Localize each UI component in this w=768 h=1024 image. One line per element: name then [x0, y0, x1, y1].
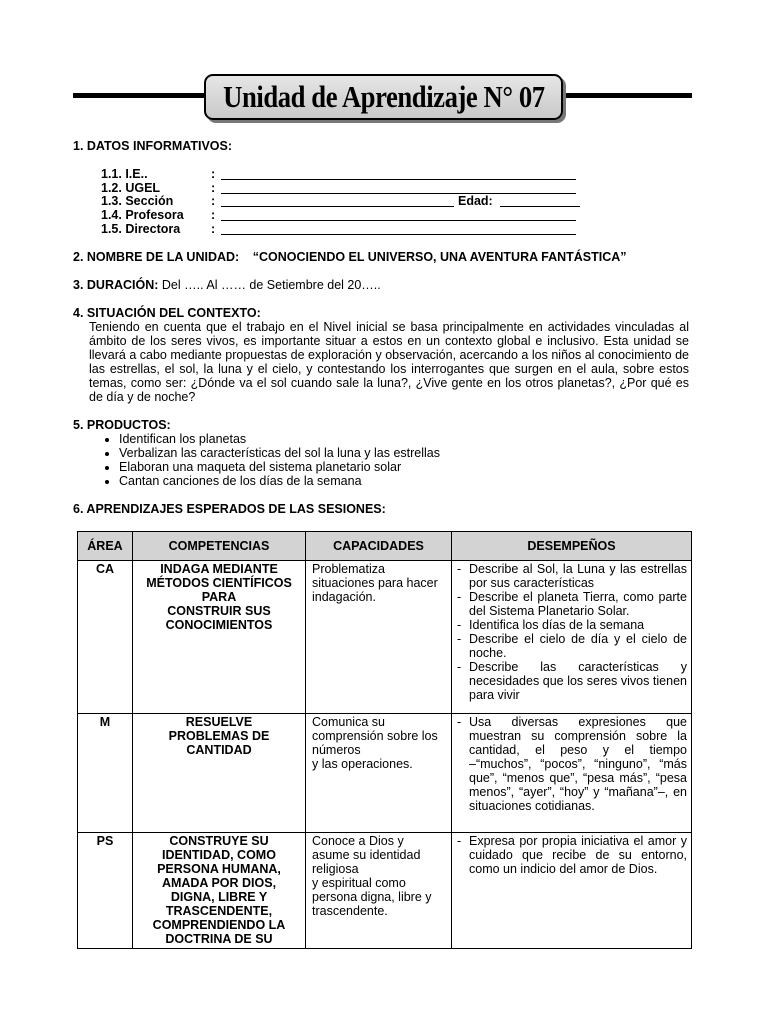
info-row-ie [101, 167, 581, 181]
list-item: • Identifican los planetas [119, 432, 440, 446]
capacidad-line: situaciones para hacer [312, 576, 438, 590]
info-label-ugel: 1.2. UGEL [101, 181, 161, 195]
header-competencias: COMPETENCIAS [133, 532, 306, 561]
capacidad-line: Conoce a Dios y [312, 834, 404, 848]
section-6-heading: 6. APRENDIZAJES ESPERADOS DE LAS SESIONES: [73, 502, 386, 516]
competencia-line: RESUELVE [185, 715, 253, 729]
competencia-line: TRASCENDENTE, [165, 904, 273, 918]
area-cell: PS [78, 833, 133, 949]
competencia-line: CONSTRUYE SU [169, 834, 269, 848]
competencia-cell [133, 833, 306, 949]
products-list [91, 432, 440, 488]
section-4-heading: 4. SITUACIÓN DEL CONTEXTO: [73, 306, 261, 320]
capacidad-line: Problematiza [312, 562, 385, 576]
desempeno-list [455, 562, 687, 702]
info-field-edad[interactable] [500, 206, 580, 207]
info-field-directora[interactable] [221, 234, 576, 235]
table-header-row [78, 532, 692, 561]
title-rule-right [555, 93, 692, 98]
duration-value: Del ….. Al …… de Setiembre del 20….. [161, 278, 381, 292]
section-2-label: 2. NOMBRE DE LA UNIDAD: [73, 250, 240, 264]
info-label-seccion: 1.3. Sección [101, 194, 174, 208]
info-field-ie[interactable] [221, 179, 576, 180]
competencia-line: INDAGA MEDIANTE [160, 562, 278, 576]
info-label-profesora: 1.4. Profesora [101, 208, 184, 222]
list-item: • Verbalizan las características del sol la luna y las estrellas [119, 446, 440, 460]
desempeno-cell [452, 714, 692, 833]
competencia-line: DOCTRINA DE SU [165, 932, 273, 946]
area-cell: M [78, 714, 133, 833]
competencia-line: IDENTIDAD, COMO [162, 848, 276, 862]
competencia-line: COMPRENDIENDO LA [152, 918, 286, 932]
section-1-heading: 1. DATOS INFORMATIVOS: [73, 139, 233, 153]
competencia-line: CONSTRUIR SUS [167, 604, 271, 618]
unit-name: “CONOCIENDO EL UNIVERSO, UNA AVENTURA FANTÁSTICA” [252, 250, 627, 264]
header-capacidades: CAPACIDADES [306, 532, 452, 561]
competencia-line: MÉTODOS CIENTÍFICOS [146, 576, 292, 590]
competencia-cell [133, 561, 306, 714]
info-label-directora: 1.5. Directora [101, 222, 181, 236]
list-item: • Elaboran una maqueta del sistema planetario solar [119, 460, 440, 474]
desempeno-cell [452, 833, 692, 949]
desempeno-item: - Describe el planeta Tierra, como parte del Sistema Planetario Solar. [455, 590, 687, 618]
list-item: • Cantan canciones de los días de la semana [119, 474, 440, 488]
competencia-line: CONOCIMIENTOS [165, 618, 273, 632]
desempeno-list [455, 715, 687, 813]
info-row-ugel [101, 181, 581, 195]
info-colon: : [211, 222, 216, 236]
desempeno-item: - Describe el cielo de día y el cielo de noche. [455, 632, 687, 660]
competencia-line: PERSONA HUMANA, [157, 862, 281, 876]
capacidad-line: y espiritual como [312, 876, 406, 890]
section-2 [73, 250, 627, 264]
learning-table [77, 531, 692, 949]
info-field-profesora[interactable] [221, 220, 576, 221]
desempeno-item: - Describe las características y necesidades que los seres vivos tienen para vivir [455, 660, 687, 702]
capacidad-line: Comunica su [312, 715, 385, 729]
info-row-seccion [101, 194, 581, 208]
capacidad-line: indagación. [312, 590, 376, 604]
info-colon: : [211, 167, 216, 181]
section-3-label: 3. DURACIÓN: [73, 278, 159, 292]
section-5-heading: 5. PRODUCTOS: [73, 418, 171, 432]
capacidad-line: religiosa [312, 862, 359, 876]
capacidad-line: persona digna, libre y [312, 890, 432, 904]
section-3 [73, 278, 381, 292]
competencia-line: AMADA POR DIOS, [161, 876, 277, 890]
capacidad-cell [306, 714, 452, 833]
title-banner [204, 74, 563, 120]
capacidad-cell [306, 833, 452, 949]
info-colon: : [211, 181, 216, 195]
info-field-seccion[interactable] [221, 206, 454, 207]
header-desempenos: DESEMPEÑOS [452, 532, 692, 561]
info-label-ie: 1.1. I.E.. [101, 167, 148, 181]
info-colon: : [211, 194, 216, 208]
desempeno-cell [452, 561, 692, 714]
competencia-line: CANTIDAD [186, 743, 252, 757]
table-row [78, 714, 692, 833]
header-area: ÁREA [78, 532, 133, 561]
title-rule-left [73, 93, 208, 98]
capacidad-line: números [312, 743, 361, 757]
capacidad-line: y las operaciones. [312, 757, 413, 771]
competencia-line: PROBLEMAS DE [168, 729, 270, 743]
context-paragraph: Teniendo en cuenta que el trabajo en el Nivel inicial se basa principalmente en actividades vinculadas al ámbito de los seres vivos, es importante situar a estos en un contexto global e inclusivo. Esta unidad se llevará a cabo mediante propuestas de exploración y observación, acercando a los niños al conocimiento de las estrellas, el sol, la luna y el cielo, y contestando los interrogantes que surgen en el aula, sobre estos temas, como ser: ¿Dónde va el sol cuando sale la luna?, ¿Vive gente en los otros planetas?, ¿Por qué es de día y de noche? [89, 320, 689, 404]
info-colon: : [211, 208, 216, 222]
capacidad-line: comprensión sobre los [312, 729, 438, 743]
area-cell: CA [78, 561, 133, 714]
competencia-line: DIGNA, LIBRE Y [170, 890, 268, 904]
table-row [78, 833, 692, 949]
capacidad-cell [306, 561, 452, 714]
competencia-line: PARA [201, 590, 237, 604]
desempeno-item: - Expresa por propia iniciativa el amor y cuidado que recibe de su entorno, como un indicio del amor de Dios. [455, 834, 687, 876]
capacidad-line: trascendente. [312, 904, 388, 918]
desempeno-item: - Describe al Sol, la Luna y las estrellas por sus características [455, 562, 687, 590]
info-label-edad: Edad: [458, 194, 493, 208]
page-title: Unidad de Aprendizaje N° 07 [222, 79, 545, 114]
desempeno-item: - Identifica los días de la semana [455, 618, 687, 632]
info-row-directora [101, 222, 581, 236]
competencia-cell [133, 714, 306, 833]
table-row [78, 561, 692, 714]
info-row-profesora [101, 208, 581, 222]
desempeno-list [455, 834, 687, 876]
capacidad-line: asume su identidad [312, 848, 421, 862]
desempeno-item: - Usa diversas expresiones que muestran su comprensión sobre la cantidad, el peso y el tiempo –“muchos”, “pocos”, “ninguno”, “más que”, “menos que”, “pesa más”, “pesa menos”, “ayer”, “hoy” y “mañana”–, en situaciones cotidianas. [455, 715, 687, 813]
